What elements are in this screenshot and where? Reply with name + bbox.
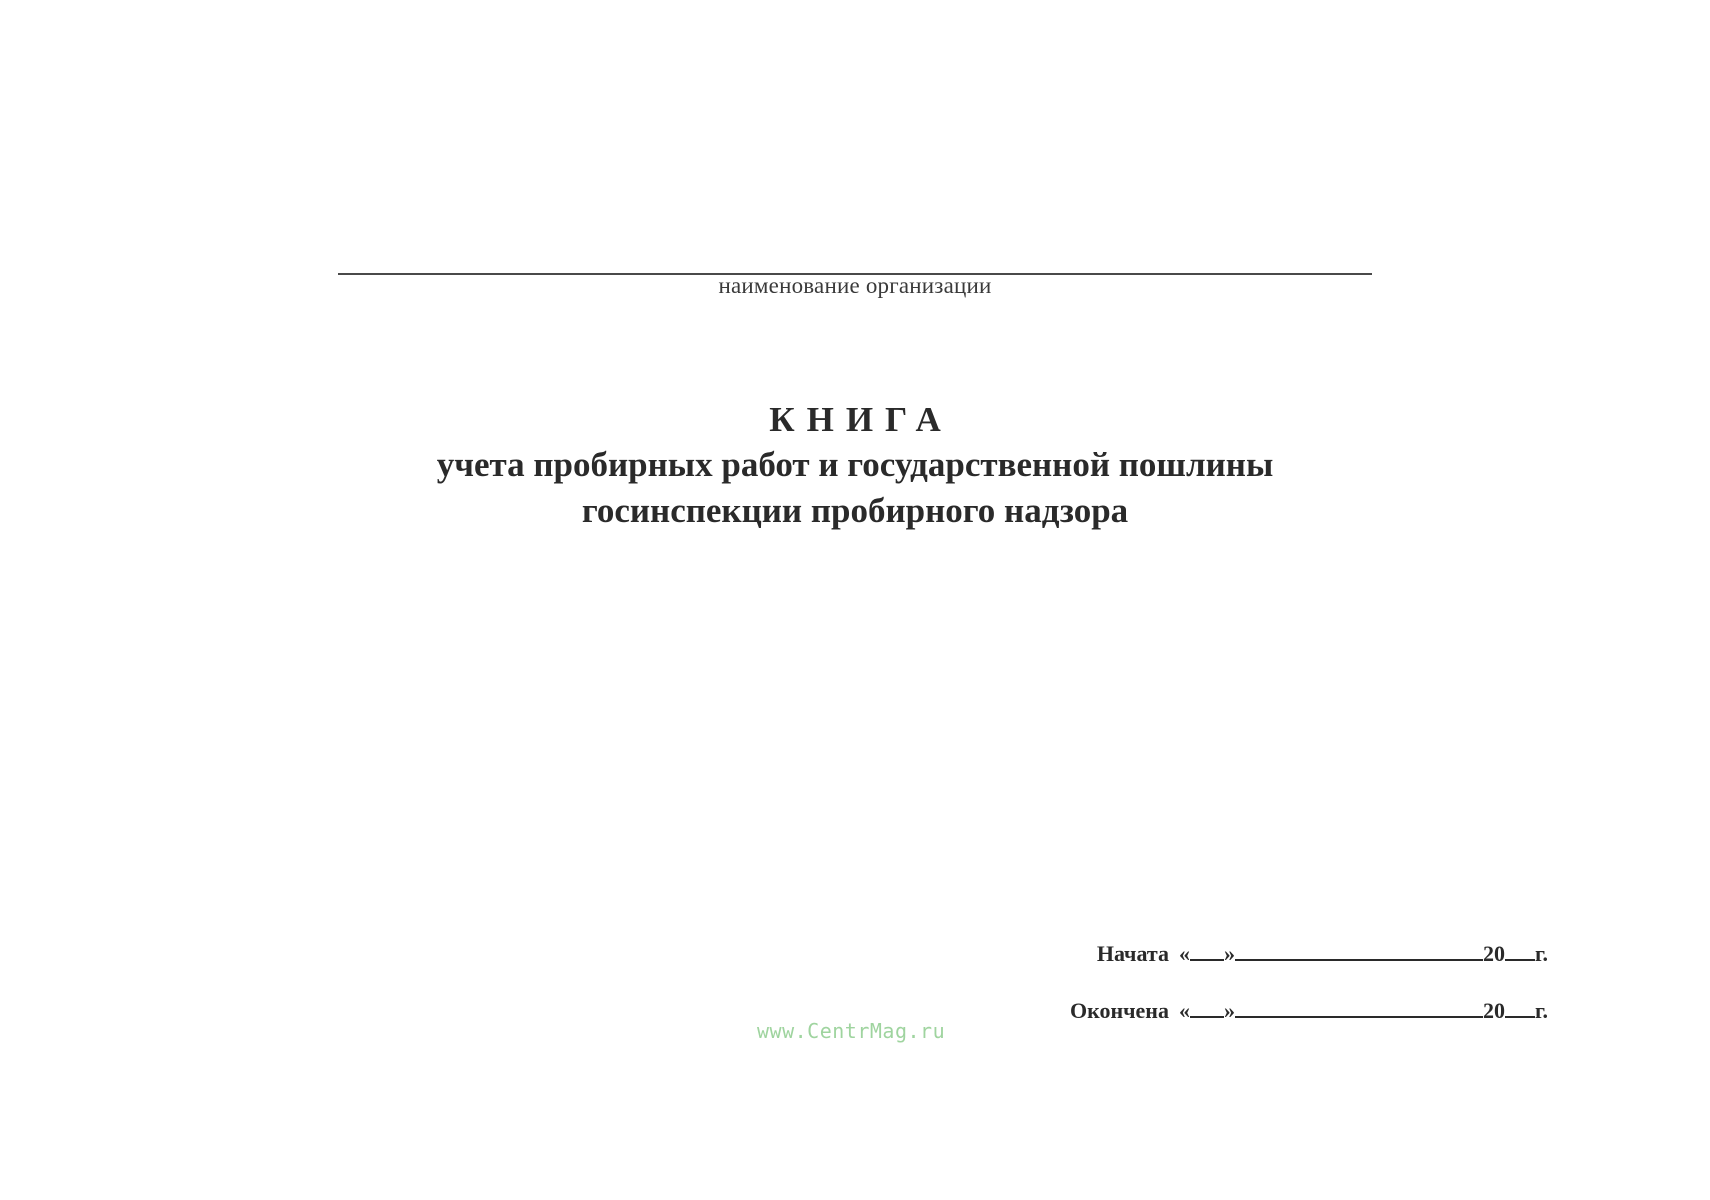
ended-year-blank bbox=[1505, 998, 1535, 1018]
ended-date-row bbox=[1070, 998, 1548, 1028]
ended-label: Окончена bbox=[1069, 998, 1169, 1023]
year-suffix: г. bbox=[1534, 998, 1548, 1023]
ended-month-blank bbox=[1235, 998, 1483, 1018]
ended-day-blank bbox=[1190, 998, 1224, 1018]
year-suffix: г. bbox=[1534, 941, 1548, 966]
quote-close: » bbox=[1223, 998, 1235, 1023]
book-subtitle-line-1: учета пробирных работ и государственной пошлины bbox=[436, 445, 1274, 484]
organization-caption: наименование организации bbox=[718, 273, 992, 298]
quote-open: « bbox=[1178, 941, 1190, 966]
started-year-blank bbox=[1505, 941, 1535, 961]
quote-open: « bbox=[1178, 998, 1190, 1023]
started-month-blank bbox=[1235, 941, 1483, 961]
started-label: Начата bbox=[1096, 941, 1169, 966]
book-title: КНИГА bbox=[769, 400, 953, 439]
book-subtitle-line-2: госинспекции пробирного надзора bbox=[581, 491, 1129, 530]
title-block bbox=[0, 398, 1710, 534]
year-prefix: 20 bbox=[1482, 941, 1505, 966]
quote-close: » bbox=[1223, 941, 1235, 966]
started-day-blank bbox=[1190, 941, 1224, 961]
year-prefix: 20 bbox=[1482, 998, 1505, 1023]
watermark: www.CentrMag.ru bbox=[757, 1019, 946, 1043]
started-date-row bbox=[1070, 941, 1548, 971]
dates-block bbox=[1070, 941, 1548, 1055]
